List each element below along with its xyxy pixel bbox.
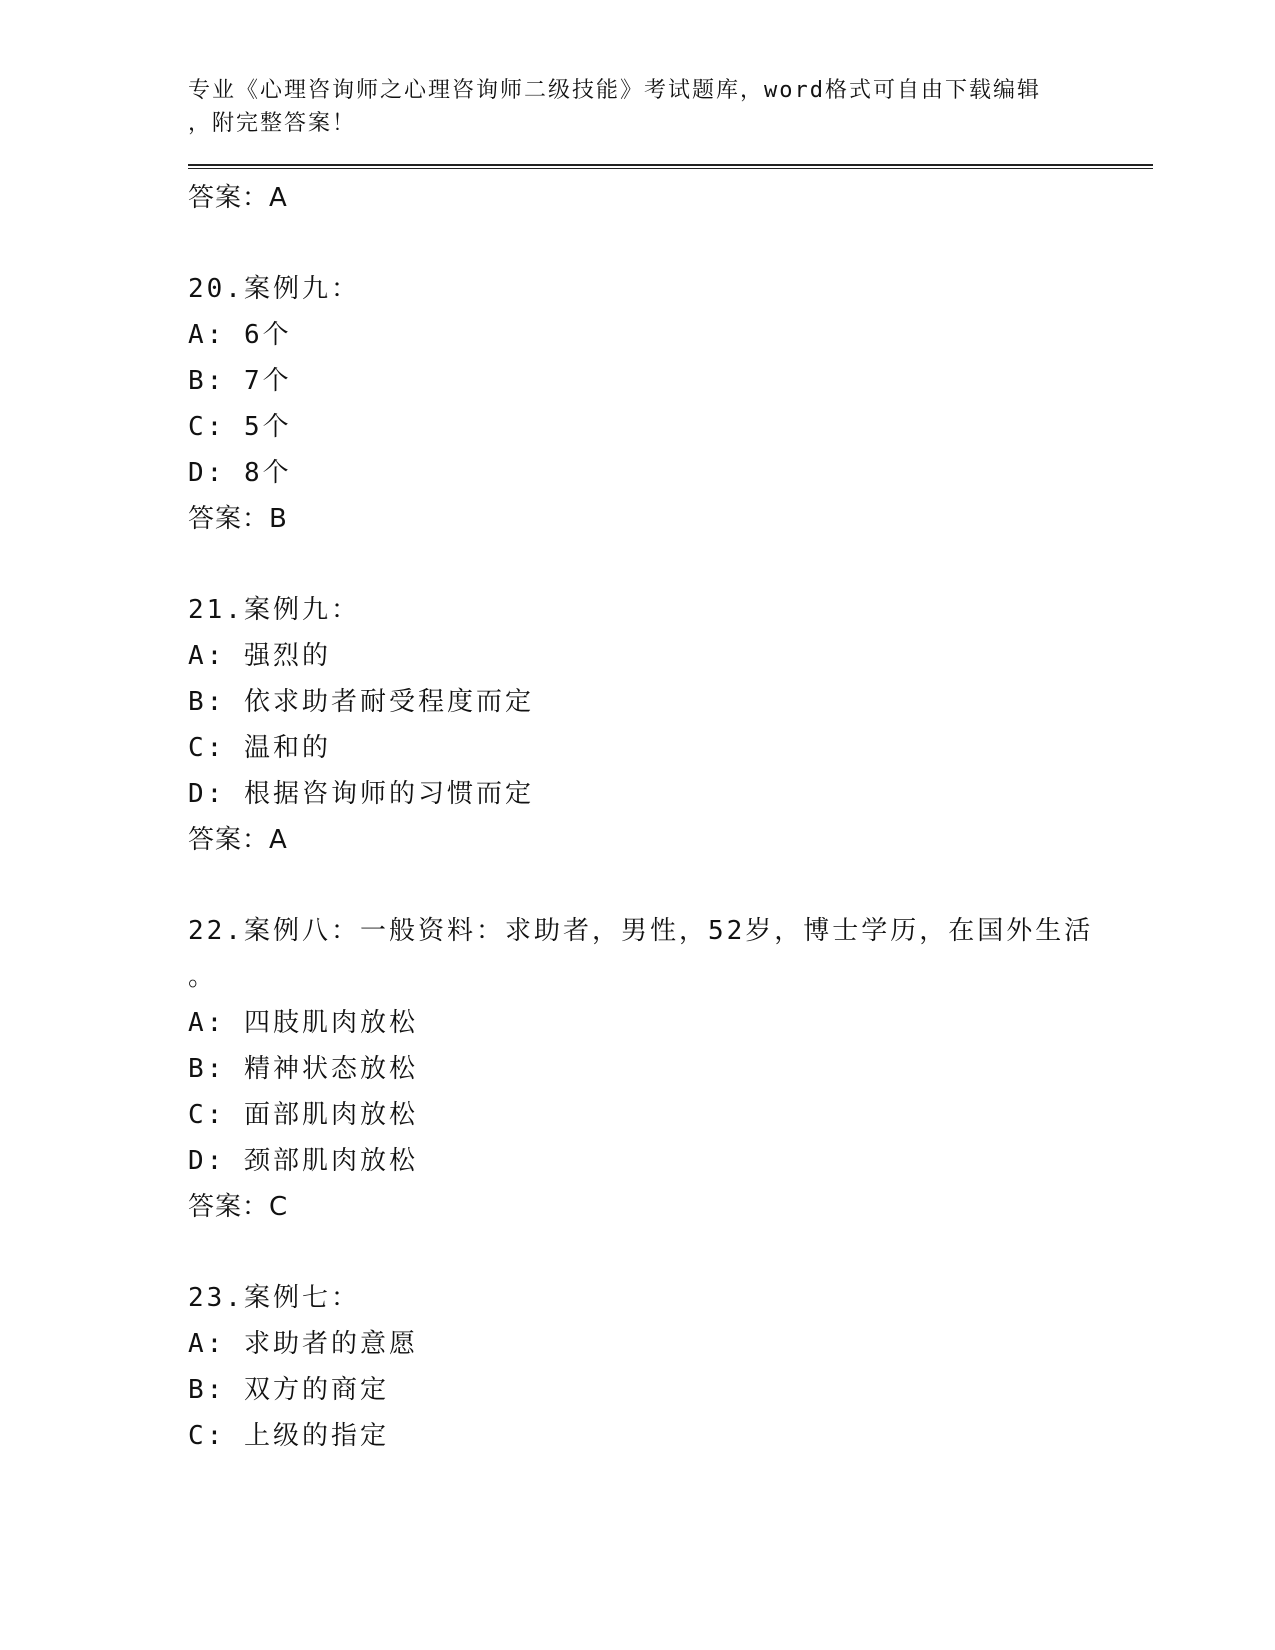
question-title: 21.案例九： <box>188 595 360 625</box>
option-a: A: 四肢肌肉放松 <box>188 1008 418 1038</box>
option-c: C: 5个 <box>188 412 292 442</box>
option-b: B: 精神状态放松 <box>188 1054 418 1084</box>
answer-line: 答案：B <box>188 504 288 534</box>
question-22 <box>188 908 1153 1230</box>
option-c: C: 温和的 <box>188 733 331 763</box>
option-b: B: 7个 <box>188 366 292 396</box>
question-title-continuation: 。 <box>188 962 215 992</box>
header-line-2: ，附完整答案！ <box>188 111 357 136</box>
option-c: C: 上级的指定 <box>188 1421 389 1451</box>
option-b: B: 双方的商定 <box>188 1375 389 1405</box>
question-20 <box>188 266 1153 542</box>
document-header <box>188 74 1153 140</box>
option-c: C: 面部肌肉放松 <box>188 1100 418 1130</box>
answer-line: 答案：C <box>188 1192 289 1222</box>
option-d: D: 根据咨询师的习惯而定 <box>188 779 534 809</box>
option-a: A: 强烈的 <box>188 641 331 671</box>
question-title: 20.案例九： <box>188 274 360 304</box>
document-page <box>188 0 1153 1459</box>
header-divider <box>188 164 1153 169</box>
option-a: A: 求助者的意愿 <box>188 1329 418 1359</box>
header-line-1: 专业《心理咨询师之心理咨询师二级技能》考试题库，word格式可自由下载编辑 <box>188 78 1041 103</box>
option-d: D: 颈部肌肉放松 <box>188 1146 418 1176</box>
question-title: 22.案例八：一般资料：求助者，男性，52岁，博士学历，在国外生活 <box>188 916 1094 946</box>
option-b: B: 依求助者耐受程度而定 <box>188 687 534 717</box>
option-a: A: 6个 <box>188 320 292 350</box>
question-23 <box>188 1275 1153 1459</box>
question-21 <box>188 587 1153 863</box>
answer-line: 答案：A <box>188 825 288 855</box>
answer-line: 答案：A <box>188 183 288 213</box>
option-d: D: 8个 <box>188 458 292 488</box>
question-title: 23.案例七： <box>188 1283 360 1313</box>
